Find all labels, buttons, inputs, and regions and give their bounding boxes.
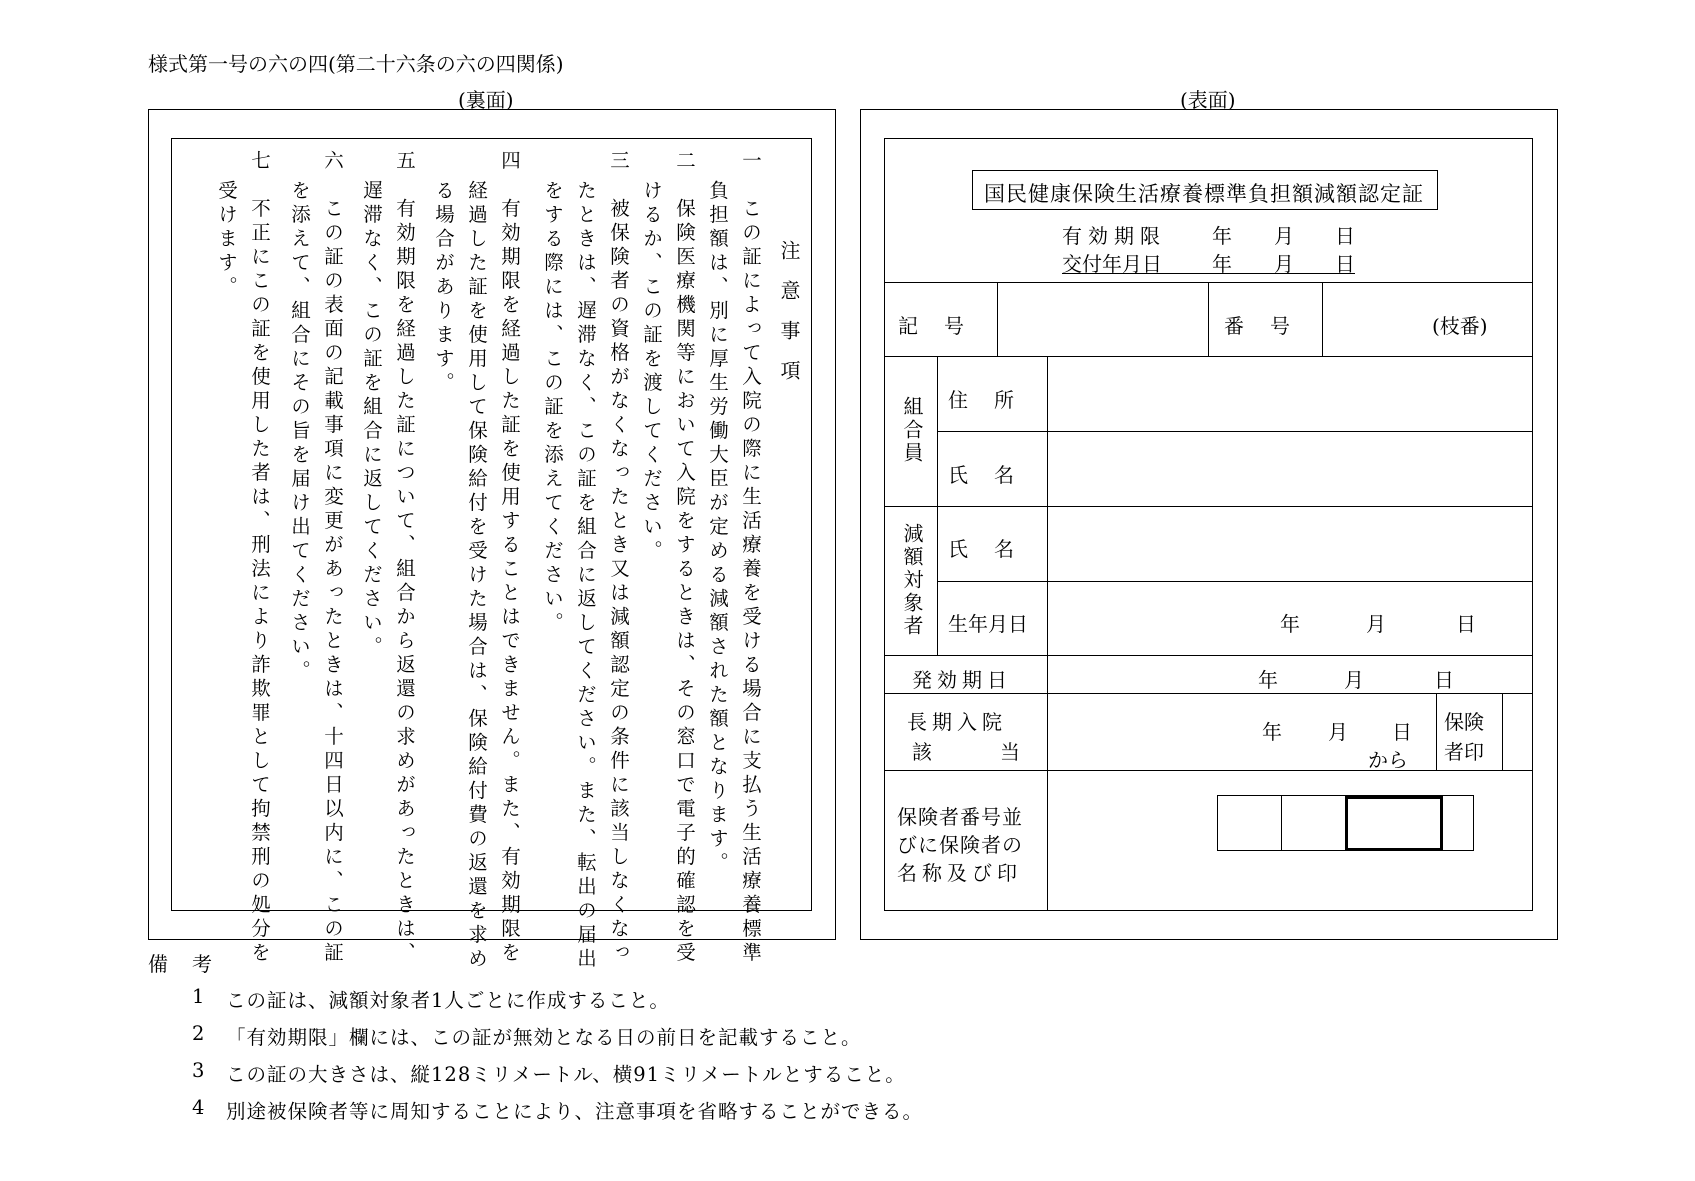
member-name-label: 氏 名 xyxy=(948,463,1017,487)
birth-year: 年 xyxy=(1280,612,1300,636)
card-title: 国民健康保険生活療養標準負担額減額認定証 xyxy=(984,182,1424,206)
remark-text: 「有効期限」欄には、この証が無効となる日の前日を記載すること。 xyxy=(226,1026,862,1049)
col-line xyxy=(1436,693,1437,770)
validity-day: 日 xyxy=(1335,224,1355,248)
bango-label: 番 号 xyxy=(1224,314,1293,338)
validity-month: 月 xyxy=(1274,224,1294,248)
insurer-number-highlight-cell xyxy=(1345,796,1443,851)
target-group-label: 減額対象者 xyxy=(900,523,924,638)
remark-num: 4 xyxy=(192,1096,205,1119)
effective-month: 月 xyxy=(1344,668,1364,692)
remark-text: 別途被保険者等に周知することにより、注意事項を省略することができる。 xyxy=(226,1100,924,1123)
validity-year: 年 xyxy=(1212,224,1232,248)
member-group-label: 組合員 xyxy=(900,396,924,465)
row-line xyxy=(884,356,1533,357)
col-line xyxy=(1208,282,1209,356)
issue-month: 月 xyxy=(1274,252,1294,276)
form-title: 様式第一号の六の四(第二十六条の六の四関係) xyxy=(148,52,564,76)
longterm-year: 年 xyxy=(1262,720,1282,744)
notice-line: 七 不正にこの証を使用した者は、刑法により詐欺罪として拘禁刑の処分を xyxy=(248,150,271,966)
edaban-label: (枝番) xyxy=(1432,314,1488,338)
birth-day: 日 xyxy=(1456,612,1476,636)
remark-num: 3 xyxy=(192,1059,205,1082)
issue-underline xyxy=(1062,273,1355,274)
longterm-from: から xyxy=(1368,748,1408,772)
front-heading: (表面) xyxy=(1180,88,1236,112)
insurer-seal-1: 保険 xyxy=(1444,710,1484,734)
longterm-month: 月 xyxy=(1328,720,1348,744)
notice-line: 三 被保険者の資格がなくなったとき又は減額認定の条件に該当しなくなっ xyxy=(607,150,630,966)
cell-divider xyxy=(1281,795,1282,851)
remark-num: 1 xyxy=(192,985,205,1008)
insurer-info-3: 名称及び印 xyxy=(897,861,1022,885)
notice-line: 遅滞なく、この証を組合に返してください。 xyxy=(360,180,383,660)
notice-line: をする際には、この証を添えてください。 xyxy=(541,180,564,636)
birth-label: 生年月日 xyxy=(948,612,1028,636)
notice-line: 一 この証によって入院の際に生活療養を受ける場合に支払う生活療養標準 xyxy=(739,150,762,966)
row-line xyxy=(884,506,1533,507)
longterm-label-1: 長期入院 xyxy=(907,710,1007,734)
address-label: 住 所 xyxy=(948,388,1017,412)
notice-line: を添えて、組合にその旨を届け出てください。 xyxy=(288,180,311,684)
row-line xyxy=(884,655,1533,656)
notice-line: 経過した証を使用して保険給付を受けた場合は、保険給付費の返還を求め xyxy=(465,180,488,972)
effective-label: 発効期日 xyxy=(912,668,1012,692)
row-line xyxy=(884,770,1533,771)
longterm-label-2: 該 当 xyxy=(912,740,1044,764)
notice-line: 六 この証の表面の記載事項に変更があったときは、十四日以内に、この証 xyxy=(321,150,344,966)
notice-line: る場合があります。 xyxy=(432,180,455,396)
notice-line: 二 保険医療機関等において入院をするときは、その窓口で電子的確認を受 xyxy=(673,150,696,966)
insurer-info-1: 保険者番号並 xyxy=(897,805,1023,829)
effective-year: 年 xyxy=(1258,668,1278,692)
notice-line: けるか、この証を渡してください。 xyxy=(640,180,663,564)
target-name-label: 氏 名 xyxy=(948,537,1017,561)
back-heading: (裏面) xyxy=(458,88,514,112)
col-line xyxy=(937,356,938,655)
kigo-label: 記 号 xyxy=(898,314,967,338)
row-line xyxy=(937,431,1533,432)
effective-day: 日 xyxy=(1434,668,1454,692)
notice-title: 注意事項 xyxy=(777,240,801,400)
issue-label: 交付年月日 xyxy=(1062,252,1162,276)
col-line xyxy=(1322,282,1323,356)
notice-line: たときは、遅滞なく、この証を組合に返してください。また、転出の届出 xyxy=(574,180,597,972)
notice-line: 五 有効期限を経過した証について、組合から返還の求めがあったときは、 xyxy=(393,150,416,966)
col-line xyxy=(1047,356,1048,911)
insurer-info-2: びに保険者の xyxy=(897,833,1023,857)
remark-num: 2 xyxy=(192,1022,205,1045)
validity-label: 有効期限 xyxy=(1062,224,1166,248)
insurer-seal-2: 者印 xyxy=(1444,740,1484,764)
longterm-day: 日 xyxy=(1392,720,1412,744)
issue-year: 年 xyxy=(1212,252,1232,276)
row-line xyxy=(937,581,1533,582)
col-line xyxy=(997,282,998,356)
remark-text: この証は、減額対象者1人ごとに作成すること。 xyxy=(226,989,670,1012)
col-line xyxy=(1502,693,1503,770)
notice-line: 四 有効期限を経過した証を使用することはできません。また、有効期限を xyxy=(498,150,521,966)
notice-line: 負担額は、別に厚生労働大臣が定める減額された額となります。 xyxy=(706,180,729,876)
notice-line: 受けます。 xyxy=(215,180,238,300)
birth-month: 月 xyxy=(1366,612,1386,636)
remarks-heading: 備 考 xyxy=(148,952,214,976)
issue-day: 日 xyxy=(1335,252,1355,276)
remark-text: この証の大きさは、縦128ミリメートル、横91ミリメートルとすること。 xyxy=(226,1063,906,1086)
